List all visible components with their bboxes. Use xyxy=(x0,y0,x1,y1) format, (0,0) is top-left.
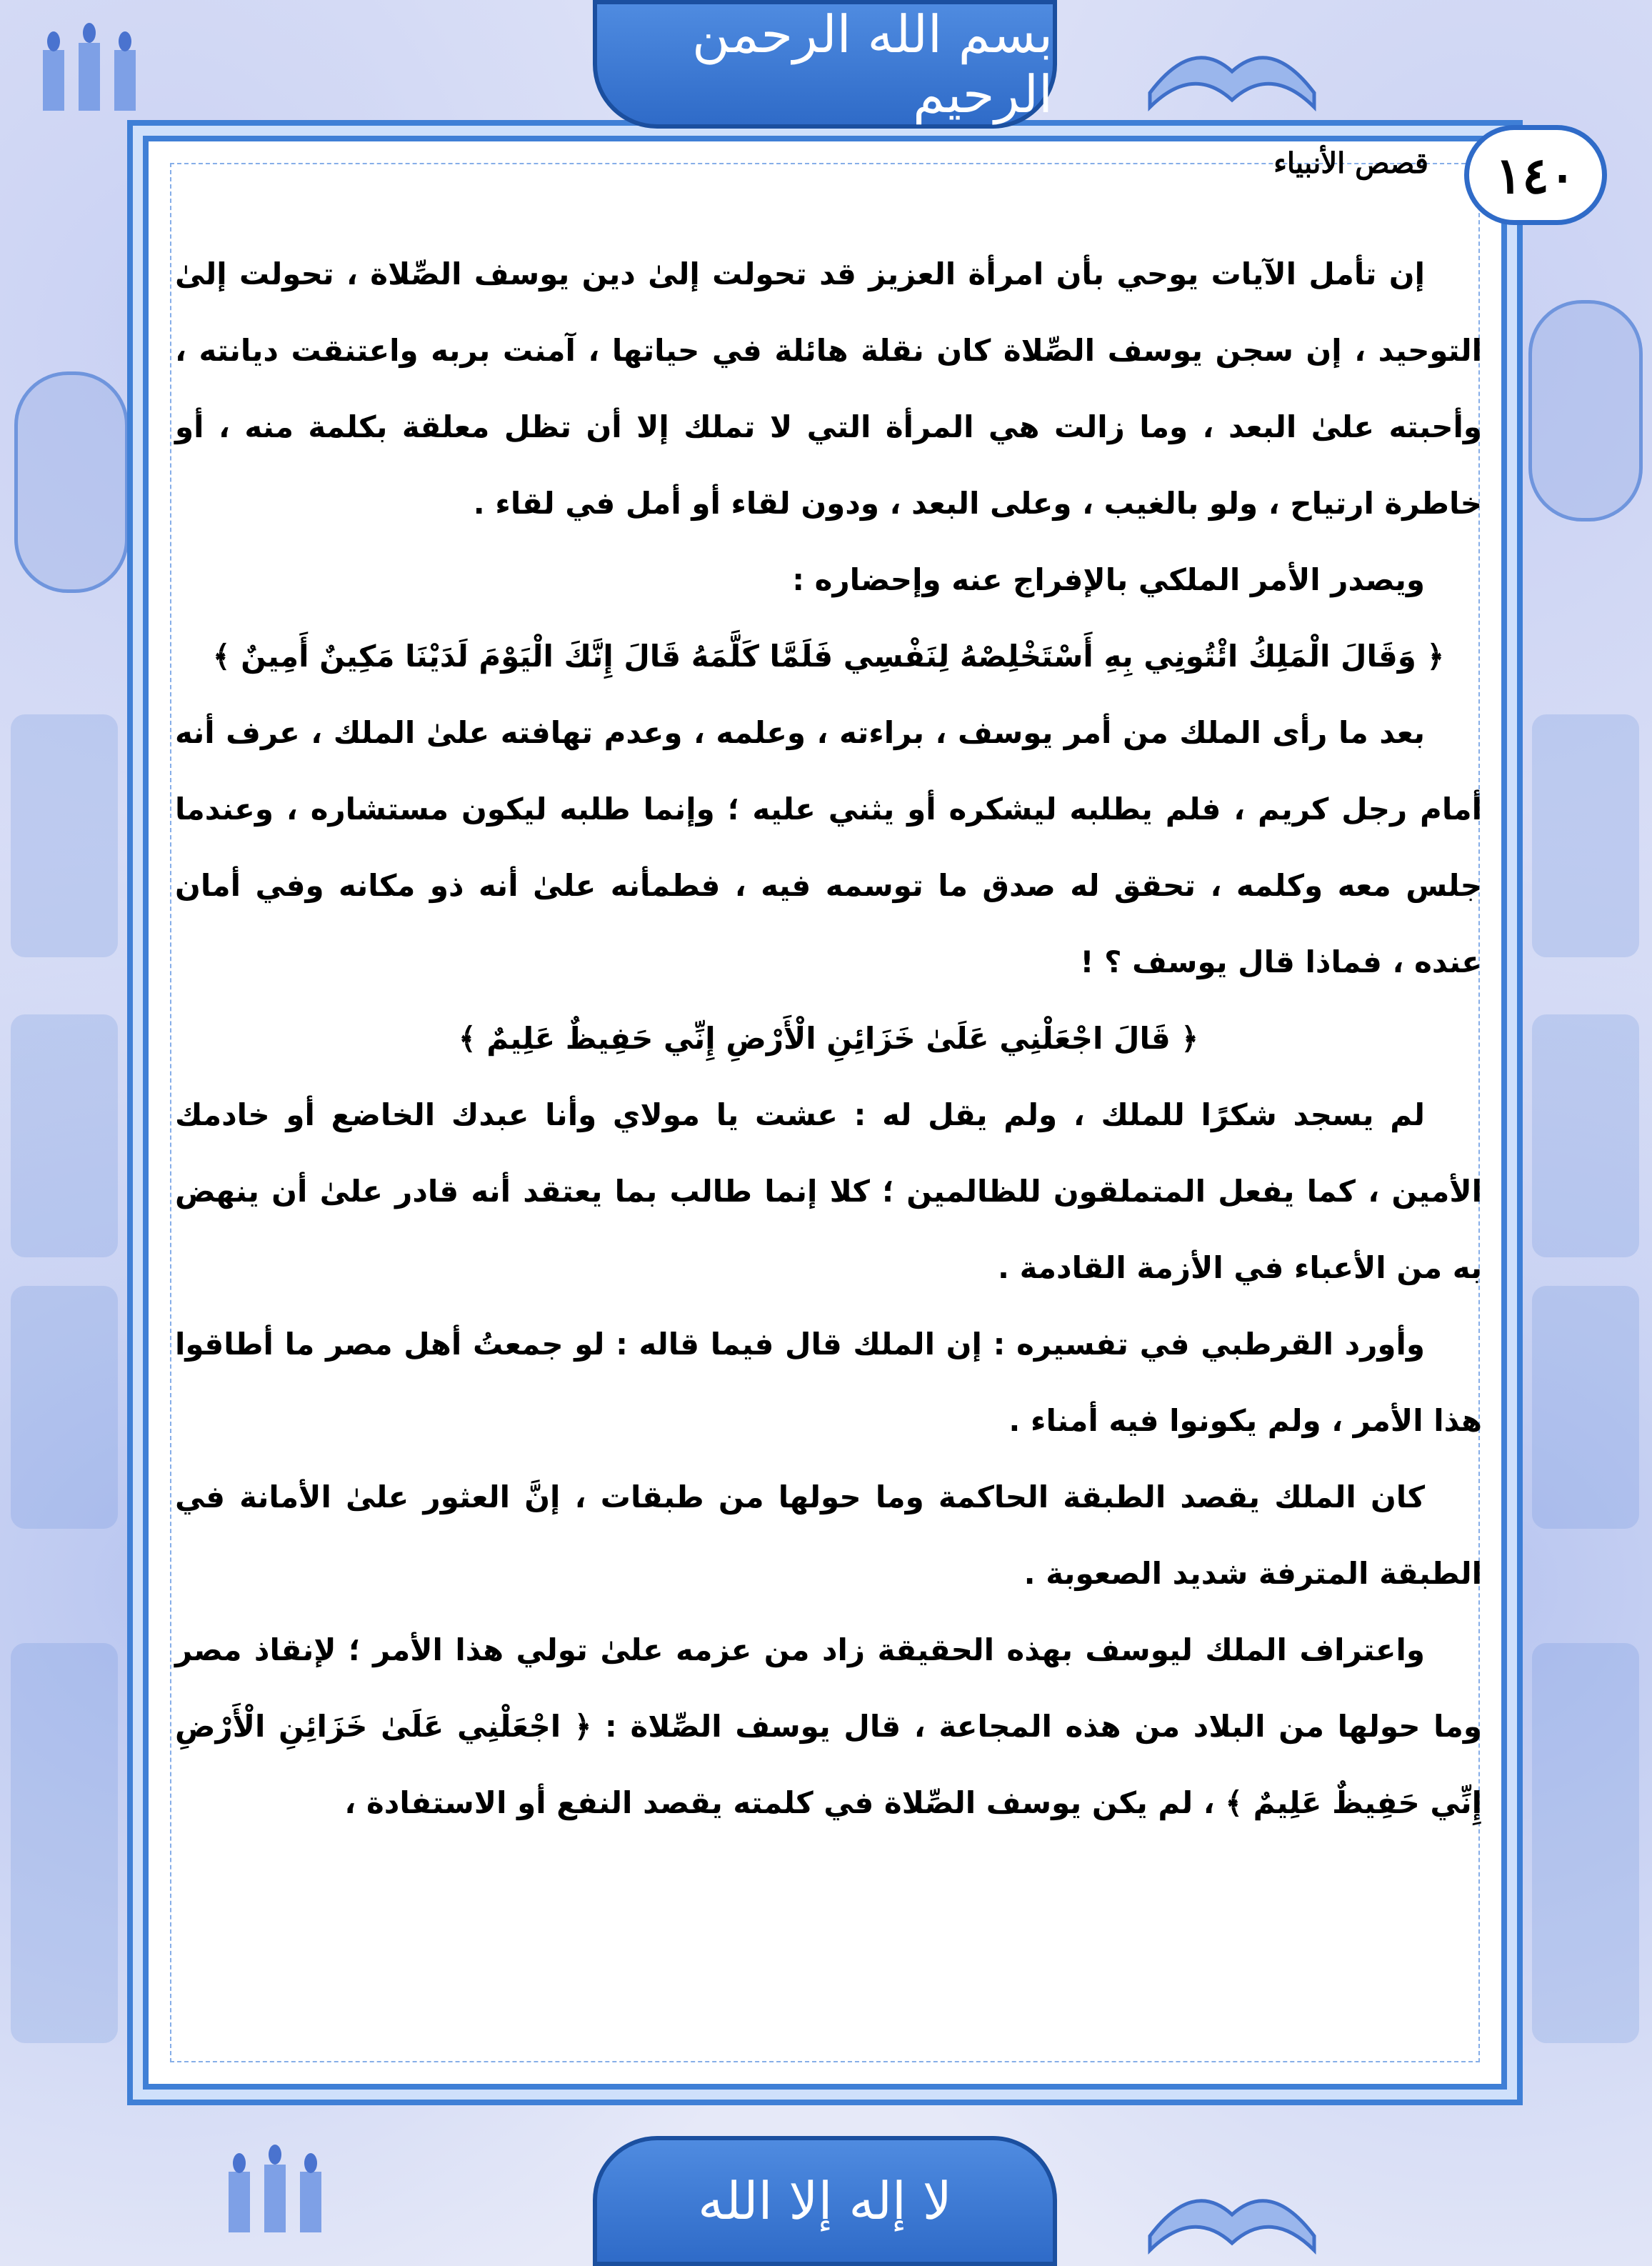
side-medallion-right xyxy=(1528,300,1643,521)
calligraphy-lower-right xyxy=(1532,1286,1639,1529)
calligraphy-lower-left xyxy=(11,1286,118,1529)
candles-decoration-bottom-left xyxy=(214,2136,336,2236)
paragraph: واعتراف الملك ليوسف بهذه الحقيقة زاد من عزمه علىٰ تولي هذا الأمر ؛ لإنقاذ مصر وما حولها من البلاد من هذه المجاعة ، قال يوسف الصِّلاة : ﴿ اجْعَلْنِي عَلَىٰ خَزَائِنِ الْأَرْضِ إِنِّي حَفِيظٌ عَلِيمٌ ﴾ ، لم يكن يوسف الصِّلاة في كلمته يقصد النفع أو الاستفادة ، xyxy=(175,1632,1482,1820)
running-title: قصص الأنبياء xyxy=(1273,146,1428,180)
page-number: ١٤٠ xyxy=(1464,125,1607,225)
quran-verse: ﴿ وَقَالَ الْمَلِكُ ائْتُونِي بِهِ أَسْتَخْلِصْهُ لِنَفْسِي فَلَمَّا كَلَّمَهُ قَالَ إِنَّكَ الْيَوْمَ لَدَيْنَا مَكِينٌ أَمِينٌ ﴾ xyxy=(212,639,1445,674)
paragraph: لم يسجد شكرًا للملك ، ولم يقل له : عشت يا مولاي وأنا عبدك الخاضع أو خادمك الأمين ، كما يفعل المتملقون للظالمين ؛ كلا إنما طالب بما يعتقد أنه قادر علىٰ أن ينهض به من الأعباء في الأزمة القادمة . xyxy=(175,1097,1482,1285)
side-medallion-left xyxy=(14,371,129,593)
calligraphy-panel-right xyxy=(1532,714,1639,957)
basmala-text: بسم الله الرحمن الرحيم xyxy=(692,4,1053,124)
paragraph: كان الملك يقصد الطبقة الحاكمة وما حولها من طبقات ، إنَّ العثور علىٰ الأمانة في الطبقة المترفة شديد الصعوبة . xyxy=(175,1479,1482,1591)
paragraph: إن تأمل الآيات يوحي بأن امرأة العزيز قد تحولت إلىٰ دين يوسف الصِّلاة ، تحولت إلىٰ التوحيد ، إن سجن يوسف الصِّلاة كان نقلة هائلة في حياتها ، آمنت بربه واعتنقت ديانته ، وأحبته علىٰ البعد ، وما زالت هي المرأة التي لا تملك إلا أن تظل معلقة بكلمة منه ، أو خاطرة ارتياح ، ولو بالغيب ، وعلى البعد ، ودون لقاء أو أمل في لقاء . xyxy=(175,256,1482,521)
paragraph: بعد ما رأى الملك من أمر يوسف ، براءته ، وعلمه ، وعدم تهافته علىٰ الملك ، عرف أنه أمام رجل كريم ، فلم يطلبه ليشكره أو يثني عليه ؛ وإنما طلبه ليكون مستشاره ، وعندما جلس معه وكلمه ، تحقق له صدق ما توسمه فيه ، فطمأنه علىٰ أنه ذو مكانه وفي أمان عنده ، فماذا قال يوسف ؟ ! xyxy=(175,715,1482,979)
footer-banner xyxy=(593,2136,1057,2266)
kaaba-image-left xyxy=(11,1014,118,1257)
mosque-image-left xyxy=(11,1643,118,2043)
open-book-decoration-bottom xyxy=(1143,2150,1321,2257)
quran-verse: ﴿ قَالَ اجْعَلْنِي عَلَىٰ خَزَائِنِ الْأَرْضِ إِنِّي حَفِيظٌ عَلِيمٌ ﴾ xyxy=(459,1021,1198,1056)
candles-decoration-top-left xyxy=(29,14,150,114)
open-book-decoration-top xyxy=(1143,7,1321,114)
paragraph: وأورد القرطبي في تفسيره : إن الملك قال فيما قاله : لو جمعتُ أهل مصر ما أطاقوا هذا الأمر ، ولم يكونوا فيه أمناء . xyxy=(175,1327,1482,1438)
kaaba-image-right xyxy=(1532,1014,1639,1257)
mosque-image-right xyxy=(1532,1643,1639,2043)
tahlil-text: لا إله إلا الله xyxy=(698,2171,952,2231)
header-banner xyxy=(593,0,1057,129)
paragraph: ويصدر الأمر الملكي بالإفراج عنه وإحضاره : xyxy=(792,562,1425,597)
body-text xyxy=(175,236,1482,2015)
calligraphy-panel-left xyxy=(11,714,118,957)
